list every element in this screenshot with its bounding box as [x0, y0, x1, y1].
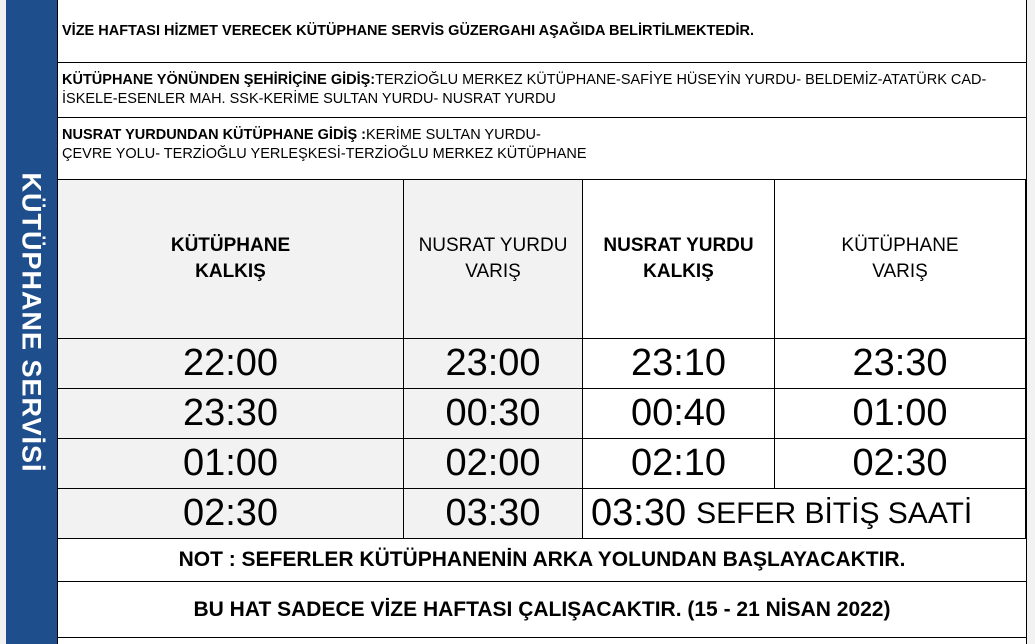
route-outbound-label: KÜTÜPHANE YÖNÜNDEN ŞEHİRİÇİNE GİDİŞ:	[62, 72, 376, 88]
time-cell: 02:10	[583, 439, 775, 489]
column-header-library-departure	[58, 180, 404, 339]
time-cell: 02:30	[58, 489, 404, 539]
sidebar-banner	[6, 0, 57, 644]
column-header-line1: NUSRAT YURDU	[418, 235, 568, 256]
route-outbound-text: TERZİOĞLU MERKEZ KÜTÜPHANE-SAFİYE HÜSEYİN YURDU- BELDEMİZ-ATATÜRK CAD-İSKELE-ESENLER MAH. SSK-KERİME SULTAN YURDU- NUSRAT YURDU	[62, 72, 987, 107]
route-return-text-line1: KERİME SULTAN YURDU-	[365, 127, 541, 143]
time-cell: 02:00	[404, 439, 583, 489]
time-cell: 03:30	[404, 489, 583, 539]
column-header-line2: KALKIŞ	[643, 261, 714, 282]
column-header-nusrat-arrival	[404, 180, 583, 339]
time-cell: 01:00	[775, 389, 1026, 439]
time-cell: 01:00	[58, 439, 404, 489]
time-cell: 02:30	[775, 439, 1026, 489]
sheet-right-margin	[1027, 0, 1035, 644]
time-cell: 23:10	[583, 339, 775, 389]
final-trip-label: SEFER BİTİŞ SAATİ	[696, 496, 973, 530]
time-cell: 23:30	[58, 389, 404, 439]
route-return-label: NUSRAT YURDUNDAN KÜTÜPHANE GİDİŞ :	[62, 127, 366, 143]
column-header-line1: KÜTÜPHANE	[170, 235, 291, 256]
time-cell: 00:30	[404, 389, 583, 439]
route-return-text-line2: ÇEVRE YOLU- TERZİOĞLU YERLEŞKESİ-TERZİOĞLU MERKEZ KÜTÜPHANE	[62, 146, 587, 162]
schedule-sheet	[57, 0, 1027, 644]
time-cell: 23:00	[404, 339, 583, 389]
time-cell: 00:40	[583, 389, 775, 439]
column-header-nusrat-departure	[583, 180, 775, 339]
route-return	[58, 118, 1026, 180]
route-outbound	[58, 63, 1026, 118]
page-title: VİZE HAFTASI HİZMET VERECEK KÜTÜPHANE SERVİS GÜZERGAHI AŞAĞIDA BELİRTİLMEKTEDİR.	[58, 0, 1026, 63]
column-header-line1: KÜTÜPHANE	[841, 235, 959, 256]
note-validity: BU HAT SADECE VİZE HAFTASI ÇALIŞACAKTIR. (15 - 21 NİSAN 2022)	[58, 582, 1026, 638]
column-header-library-arrival	[775, 180, 1026, 339]
time-cell: 22:00	[58, 339, 404, 389]
final-trip-cell	[583, 489, 1026, 539]
column-header-line1: NUSRAT YURDU	[603, 235, 754, 256]
column-header-line2: KALKIŞ	[195, 261, 266, 282]
time-cell: 23:30	[775, 339, 1026, 389]
final-trip-time: 03:30	[591, 492, 687, 534]
column-header-line2: VARIŞ	[465, 261, 521, 282]
column-header-line2: VARIŞ	[872, 261, 928, 282]
sidebar-title: KÜTÜPHANE SERVİSİ	[17, 171, 47, 473]
note-route-start: NOT : SEFERLER KÜTÜPHANENİN ARKA YOLUNDAN BAŞLAYACAKTIR.	[58, 539, 1026, 582]
